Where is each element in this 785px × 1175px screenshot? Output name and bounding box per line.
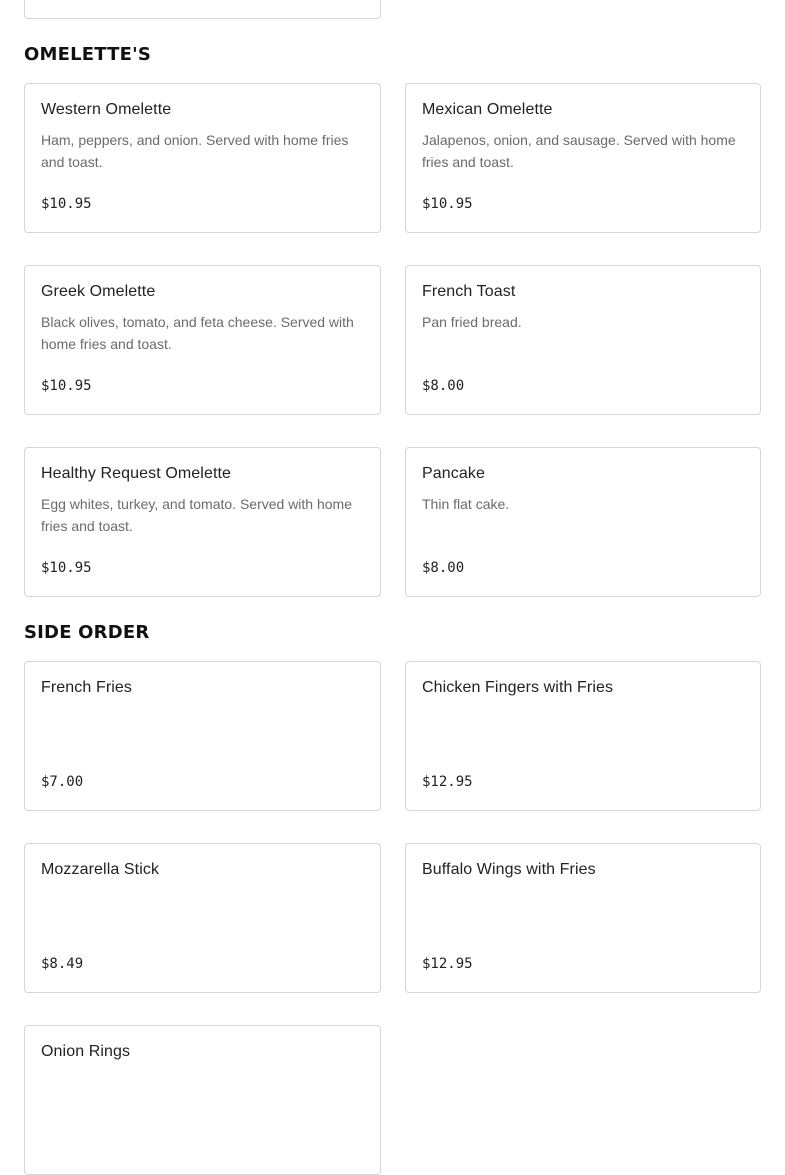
menu-item-price: $12.95	[422, 956, 473, 972]
menu-item-price: $8.49	[41, 956, 84, 972]
menu-item-card[interactable]	[24, 1025, 381, 1175]
menu-item-name: Pancake	[422, 465, 485, 482]
menu-item-card[interactable]	[24, 661, 381, 811]
menu-item-card[interactable]	[405, 447, 761, 597]
menu-item-description: Jalapenos, onion, and sausage. Served with home fries and toast.	[422, 132, 736, 170]
menu-item-name: Onion Rings	[41, 1043, 131, 1060]
menu-item-card[interactable]	[24, 843, 381, 993]
menu-item-description: Ham, peppers, and onion. Served with home fries and toast.	[41, 132, 349, 170]
menu-item-name: Chicken Fingers with Fries	[422, 679, 614, 696]
menu-item-name: Mexican Omelette	[422, 101, 553, 118]
menu-item-name: French Fries	[41, 679, 132, 696]
menu-item-name: Mozzarella Stick	[41, 861, 160, 878]
menu-item-card[interactable]	[405, 843, 761, 993]
menu-item-price: $10.95	[422, 196, 473, 212]
menu-item-description: Thin flat cake.	[422, 496, 510, 512]
menu-item-name: French Toast	[422, 283, 516, 300]
menu-item-price: $12.95	[422, 774, 473, 790]
menu-item-price: $10.95	[41, 560, 92, 576]
menu-item-card-partial[interactable]	[24, 0, 381, 19]
menu-item-price: $10.95	[41, 196, 92, 212]
section-title-omelettes: OMELETTE'S	[24, 44, 152, 65]
menu-item-card[interactable]	[405, 265, 761, 415]
section-title-side-order: SIDE ORDER	[24, 622, 150, 643]
menu-item-name: Healthy Request Omelette	[41, 465, 232, 482]
menu-item-description: Pan fried bread.	[422, 314, 522, 330]
menu-item-card[interactable]	[24, 83, 381, 233]
menu-item-name: Greek Omelette	[41, 283, 156, 300]
menu-item-description: Egg whites, turkey, and tomato. Served with home fries and toast.	[41, 496, 353, 534]
menu-item-name: Western Omelette	[41, 101, 172, 118]
menu-item-price: $8.00	[422, 378, 465, 394]
menu-item-card[interactable]	[405, 661, 761, 811]
menu-item-card[interactable]	[405, 83, 761, 233]
menu-item-price: $7.00	[41, 774, 84, 790]
menu-item-card[interactable]	[24, 265, 381, 415]
menu-item-card[interactable]	[24, 447, 381, 597]
menu-item-price: $8.00	[422, 560, 465, 576]
menu-item-name: Buffalo Wings with Fries	[422, 861, 596, 878]
menu-item-description: Black olives, tomato, and feta cheese. Served with home fries and toast.	[41, 314, 354, 352]
menu-item-price: $10.95	[41, 378, 92, 394]
